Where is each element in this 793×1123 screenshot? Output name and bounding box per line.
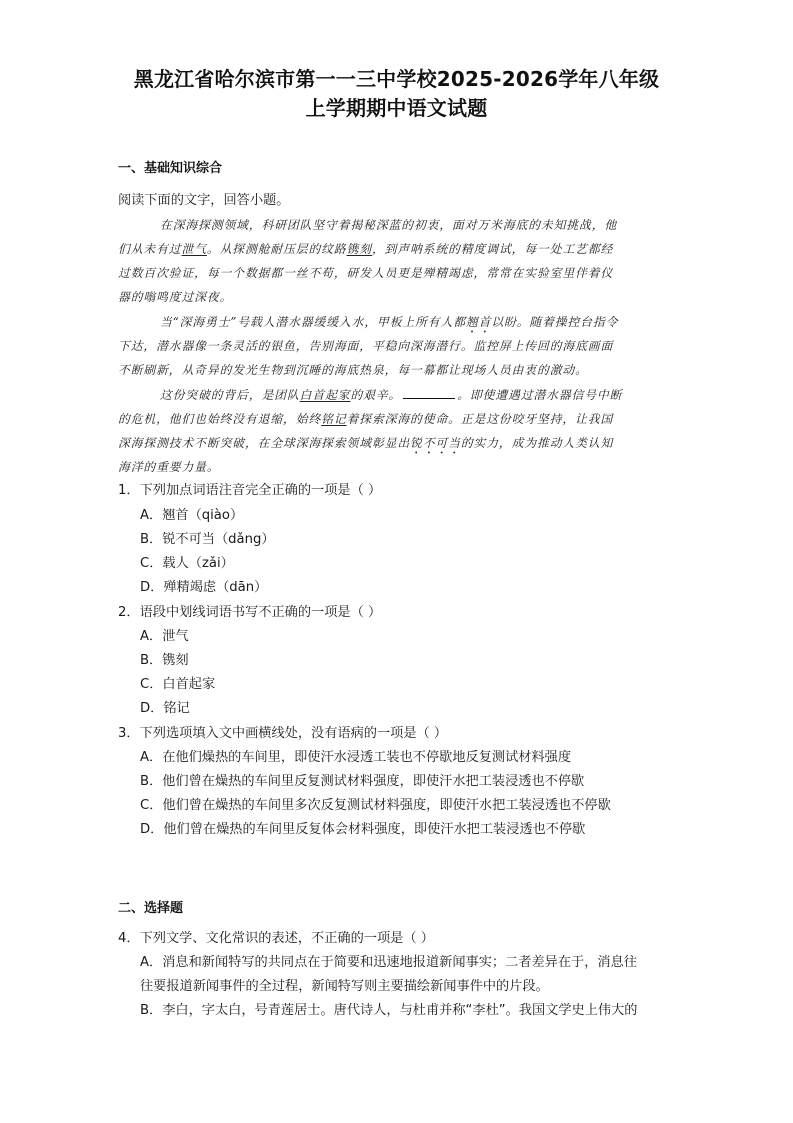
passage-text: 着探索深海的使命。正是这份咬牙坚持，让我国 — [346, 412, 614, 426]
underlined-word: 铭记 — [321, 412, 347, 426]
question-4-option-b-line1: B．李白，字太白，号青莲居士。唐代诗人，与杜甫并称“李杜”。我国文学史上伟大的 — [140, 1003, 638, 1018]
question-3-stem: 3．下列选项填入文中画横线处，没有语病的一项是（ ） — [118, 726, 448, 741]
section-heading-basic: 一、基础知识综合 — [118, 161, 223, 176]
question-2-option-d: D．铭记 — [140, 701, 190, 716]
passage-line — [160, 386, 622, 404]
dotted-word: 翘首 — [465, 315, 492, 329]
page-title-line1: 黑龙江省哈尔滨市第一一三中学校2025-2026学年八年级 — [133, 67, 660, 91]
question-1-option-a: A．翘首（qiào） — [140, 508, 244, 523]
question-1-option-d: D．殚精竭虑（dān） — [140, 580, 268, 595]
passage-text: 的艰辛。 — [350, 388, 402, 402]
question-1-option-b: B．锐不可当（dǎng） — [140, 532, 275, 547]
passage-text: 的危机，他们也始终没有退缩，始终 — [118, 412, 322, 426]
passage-text: 的实力，成为推动人类认知 — [460, 436, 614, 450]
passage-text: 当“深海勇士”号载人潜水器缓缓入水，甲板上所有人都 — [160, 315, 466, 329]
passage-line — [160, 313, 618, 336]
passage-line — [118, 240, 613, 258]
question-4-option-a-line2: 往要报道新闻事件的全过程，新闻特写则主要描绘新闻事件中的片段。 — [140, 979, 549, 994]
passage-line — [118, 434, 613, 457]
question-4-stem: 4．下列文学、文化常识的表述，不正确的一项是（ ） — [118, 931, 434, 946]
passage-line: 器的嗡鸣度过深夜。 — [118, 290, 233, 304]
reading-intro: 阅读下面的文字，回答小题。 — [118, 193, 290, 208]
question-2-option-c: C．白首起家 — [140, 677, 216, 692]
passage-line: 过数百次验证，每一个数据都一丝不苟，研发人员更是殚精竭虑，常常在实验室里伴着仪 — [118, 266, 614, 280]
passage-text: 以盼。随着操控台指令 — [491, 315, 619, 329]
question-1-option-c: C．载人（zǎi） — [140, 556, 234, 571]
passage-text: 们从未有过 — [118, 242, 182, 256]
section-heading-choice: 二、选择题 — [118, 901, 184, 916]
passage-text: 深海探测技术不断突破，在全球深海探索领域彰显出 — [118, 436, 411, 450]
question-1-stem: 1．下列加点词语注音完全正确的一项是（ ） — [118, 483, 382, 498]
question-4-option-a-line1: A．消息和新闻特写的共同点在于简要和迅速地报道新闻事实；二者差异在于，消息往 — [140, 955, 637, 970]
question-3-option-c: C．他们曾在燥热的车间里多次反复测试材料强度，即使汗水把工装浸透也不停歇 — [140, 798, 611, 813]
question-2-option-a: A．泄气 — [140, 629, 189, 644]
passage-line: 海洋的重要力量。 — [118, 460, 220, 474]
passage-text: 这份突破的背后，是团队 — [160, 388, 300, 402]
question-2-option-b: B．镌刻 — [140, 653, 189, 668]
passage-line: 在深海探测领域，科研团队坚守着揭秘深蓝的初衷，面对万米海底的未知挑战，他 — [160, 218, 618, 232]
passage-line: 下达，潜水器像一条灵活的银鱼，告别海面，平稳向深海潜行。监控屏上传回的海底画面 — [118, 339, 614, 353]
passage-text: 。从探测舱耐压层的纹路 — [206, 242, 347, 256]
underlined-word: 白首起家 — [299, 388, 351, 402]
passage-line: 不断刷新，从奇异的发光生物到沉睡的海底热泉，每一幕都让现场人员由衷的激动。 — [118, 363, 588, 377]
underlined-word: 泄气 — [181, 242, 207, 256]
passage-line — [118, 410, 613, 428]
passage-text: ，到声呐系统的精度调试，每一处工艺都经 — [371, 242, 614, 256]
fill-blank-line — [403, 386, 455, 399]
question-3-option-a: A．在他们燥热的车间里，即使汗水浸透工装也不停歇地反复测试材料强度 — [140, 750, 572, 765]
passage-text: 。即使遭遇过潜水器信号中断 — [457, 388, 623, 402]
question-3-option-d: D．他们曾在燥热的车间里反复体会材料强度，即使汗水把工装浸透也不停歇 — [140, 822, 586, 837]
question-3-option-b: B．他们曾在燥热的车间里反复测试材料强度，即使汗水把工装浸透也不停歇 — [140, 774, 585, 789]
question-2-stem: 2．语段中划线词语书写不正确的一项是（ ） — [118, 605, 382, 620]
dotted-word: 锐不可当 — [410, 436, 461, 450]
underlined-word: 镌刻 — [346, 242, 372, 256]
page-title-line2: 上学期期中语文试题 — [305, 96, 488, 120]
